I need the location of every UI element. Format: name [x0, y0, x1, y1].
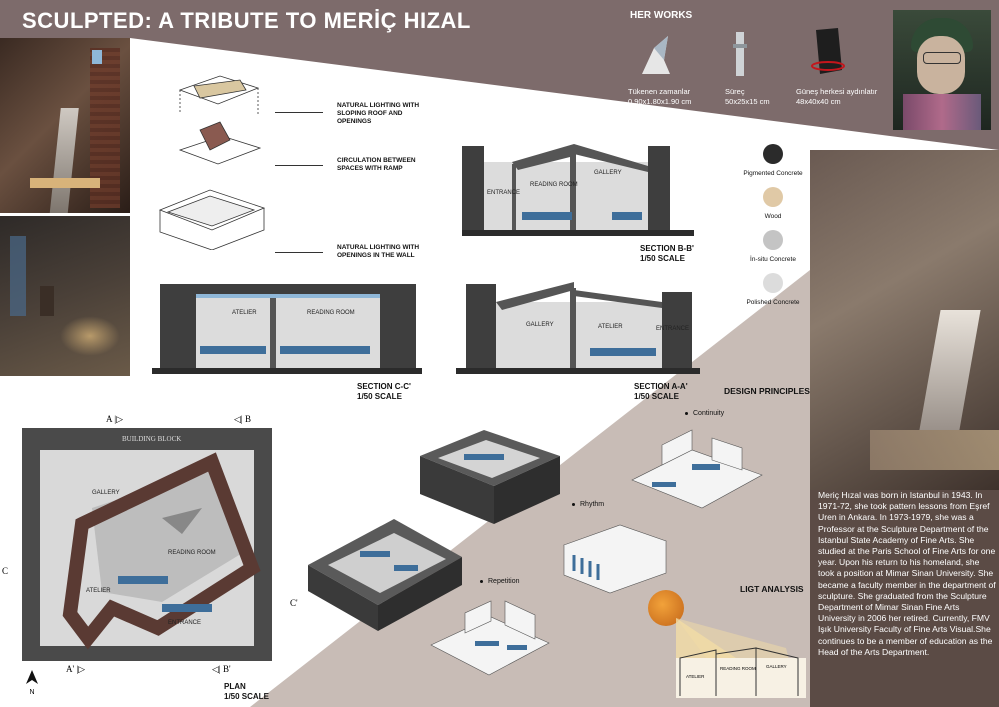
- section-bb-room-entrance: ENTRANCE: [487, 190, 521, 196]
- plan-marker-b-prime: [212, 664, 231, 675]
- work-3-size: 48x40x40 cm: [796, 97, 841, 106]
- section-cc-caption: [357, 382, 411, 402]
- axo-leader-3: [275, 252, 323, 253]
- marker-arrow-icon: |▷: [114, 414, 123, 424]
- plan-block-label: BUILDING BLOCK: [122, 435, 182, 443]
- marker-a-label: A: [106, 414, 113, 424]
- plan-room-entrance: ENTRANCE: [168, 620, 202, 626]
- rhythm-diagram: [560, 515, 670, 595]
- plan-marker-c-prime: [290, 598, 298, 608]
- section-cc-title: SECTION C-C': [357, 382, 411, 391]
- section-aa-drawing: [456, 282, 700, 378]
- bullet-icon: [572, 503, 575, 506]
- material-name-3: İn-situ Concrete: [750, 256, 796, 263]
- marker-b-prime-label: B': [222, 664, 231, 674]
- biography-text: Meriç Hızal was born in Istanbul in 1943. In 1971-72, she took pattern lessons from Eşref Uren in Ankara. In 1973-1979, she was a Professor at the Sculpture Department of the Istanbul State Academy of Fine Arts. She studied at the Paris School of Fine Arts for one year. Upon his return to his homeland, she took a position at Mimar Sinan University. She became a faculty member in the department of sculpture. She graduated from the Sculpture Department of Mimar Sinan Fine Arts University in 2006 her retired. Currently, FMV Işık University Faculty of Fine Arts Visual.She continues to be a member of education as the Head of the Arts Department.: [818, 490, 996, 657]
- work-2-image: [730, 30, 750, 78]
- work-1-caption: [628, 87, 708, 107]
- section-bb-room-gallery: GALLERY: [594, 170, 622, 176]
- section-bb-drawing: [462, 142, 694, 238]
- principle-repetition-label: Repetition: [488, 578, 520, 585]
- section-aa-caption: [634, 382, 688, 402]
- section-cc-scale: 1/50 SCALE: [357, 392, 402, 401]
- plan-room-gallery: GALLERY: [92, 490, 120, 496]
- section-aa-room-entrance: ENTRANCE: [656, 326, 690, 332]
- principle-rhythm: [572, 501, 604, 508]
- section-bb-scale: 1/50 SCALE: [640, 254, 685, 263]
- her-works-heading: HER WORKS: [630, 10, 693, 21]
- principle-continuity-label: Continuity: [693, 410, 725, 417]
- work-3-caption: [796, 87, 896, 107]
- continuity-diagram: [622, 420, 772, 510]
- material-name-4: Polished Concrete: [746, 299, 800, 306]
- north-label: N: [29, 689, 35, 696]
- work-1-image: [638, 30, 674, 76]
- page-title: SCULPTED: A TRIBUTE TO MERİÇ HIZAL: [22, 8, 471, 33]
- section-bb-title: SECTION B-B': [640, 244, 694, 253]
- section-aa-room-gallery: GALLERY: [526, 322, 554, 328]
- axo-label-3: NATURAL LIGHTING WITH OPENINGS IN THE WALL: [337, 244, 420, 259]
- marker-c-label: C: [2, 566, 9, 576]
- material-swatch-4: [763, 273, 783, 293]
- work-1-name: Tükenen zamanlar: [628, 87, 691, 96]
- render-photo-top: [0, 38, 130, 213]
- principle-rhythm-label: Rhythm: [580, 501, 605, 508]
- work-1-size: 0.90x1.80x1.90 cm: [628, 97, 692, 106]
- design-principles-heading: DESIGN PRINCIPLES: [724, 386, 810, 396]
- section-bb-caption: [640, 244, 694, 264]
- axo-label-1: NATURAL LIGHTING WITH SLOPING ROOF AND OPENINGS: [337, 102, 420, 125]
- plan-drawing: [22, 428, 272, 661]
- plan-room-atelier: ATELIER: [86, 588, 111, 594]
- work-2-caption: [725, 87, 795, 107]
- materials-legend: [738, 144, 808, 306]
- section-aa-scale: 1/50 SCALE: [634, 392, 679, 401]
- marker-b-label: B: [244, 414, 251, 424]
- north-arrow: [24, 670, 40, 696]
- render-photo-bottom: [0, 216, 130, 376]
- section-aa-title: SECTION A-A': [634, 382, 688, 391]
- light-room-atelier: ATELIER: [686, 674, 705, 679]
- section-cc-room-atelier: ATELIER: [232, 310, 257, 316]
- material-swatch-1: [763, 144, 783, 164]
- work-3-name: Güneş herkesi aydınlatır: [796, 87, 878, 96]
- exploded-axonometric: [150, 70, 280, 250]
- marker-arrow-icon: |▷: [76, 664, 86, 674]
- model-axo-bottom: [298, 505, 468, 635]
- principle-repetition: [480, 578, 520, 585]
- work-2-size: 50x25x15 cm: [725, 97, 770, 106]
- north-arrow-icon: [24, 670, 40, 684]
- plan-marker-a: [106, 414, 123, 425]
- portrait-photo: [893, 10, 991, 130]
- plan-scale: 1/50 SCALE: [224, 692, 269, 701]
- bullet-icon: [480, 580, 483, 583]
- material-name-2: Wood: [764, 213, 782, 220]
- axo-leader-1: [275, 112, 323, 113]
- marker-arrow-icon: ◁|: [212, 664, 221, 674]
- section-cc-drawing: [152, 282, 422, 378]
- plan-title: PLAN: [224, 682, 246, 691]
- light-room-gallery: GALLERY: [766, 664, 787, 669]
- section-cc-room-reading: READING ROOM: [307, 310, 355, 316]
- plan-marker-b: [234, 414, 251, 425]
- section-aa-room-atelier: ATELIER: [598, 324, 623, 330]
- axo-leader-2: [275, 165, 323, 166]
- work-3-image: [808, 26, 848, 78]
- marker-a-prime-label: A': [66, 664, 75, 674]
- light-analysis-diagram: [676, 618, 806, 698]
- material-swatch-3: [763, 230, 783, 250]
- principle-continuity: [685, 410, 724, 417]
- section-bb-room-reading: READING ROOM: [530, 182, 578, 188]
- light-analysis-heading: LIGT ANALYSIS: [740, 584, 804, 594]
- work-2-name: Süreç: [725, 87, 745, 96]
- plan-room-reading: READING ROOM: [168, 550, 216, 556]
- material-name-1: Pigmented Concrete: [743, 170, 803, 177]
- plan-caption: [224, 682, 269, 702]
- axo-label-2: CIRCULATION BETWEEN SPACES WITH RAMP: [337, 157, 416, 172]
- bullet-icon: [685, 412, 688, 415]
- plan-marker-c: [2, 566, 8, 576]
- render-photo-right: [810, 150, 999, 490]
- marker-arrow-icon: ◁|: [234, 414, 243, 424]
- material-swatch-2: [763, 187, 783, 207]
- marker-c-prime-label: C': [290, 598, 298, 608]
- light-room-reading: READING ROOM: [720, 666, 756, 671]
- plan-marker-a-prime: [66, 664, 85, 675]
